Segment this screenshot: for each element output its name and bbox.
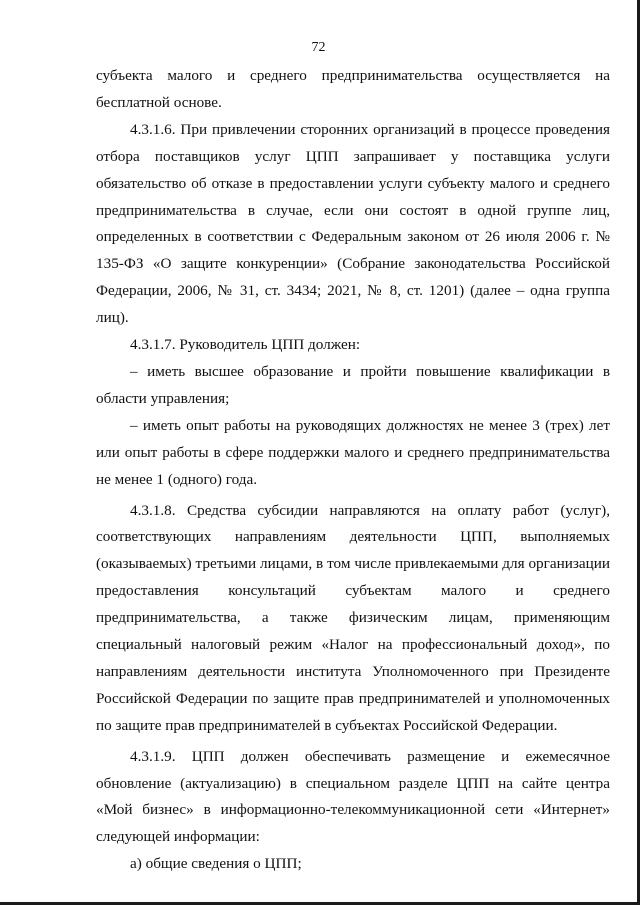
list-item-a: а) общие сведения о ЦПП; — [130, 855, 302, 873]
paragraph-4-3-1-9: 4.3.1.9. ЦПП должен обеспечивать размещение и ежемесячное обновление (актуализацию) в специальном разделе ЦПП на сайте центра «Мой бизнес» в информационно-телекоммуникационной сети «Интернет» следующей информации: — [96, 747, 610, 846]
paragraph-4-3-1-8: 4.3.1.8. Средства субсидии направляются на оплату работ (услуг), соответствующих направлениям деятельности ЦПП, выполняемых (оказываемых) третьими лицами, в том числе привлекаемыми для организации предоставления консультаций субъектам малого и среднего предпринимательства, а также физическим лицам, применяющим специальный налоговый режим «Налог на профессиональный доход», по направлениям деятельности института Уполномоченного при Президенте Российской Федерации по защите прав предпринимателей и уполномоченных по защите прав предпринимателей в субъектах Российской Федерации. — [96, 501, 610, 734]
page-number: 72 — [311, 40, 326, 55]
list-item-education: – иметь высшее образование и пройти повышение квалификации в области управления; — [96, 362, 610, 407]
document-body — [96, 63, 610, 878]
list-item-experience: – иметь опыт работы на руководящих должностях не менее 3 (трех) лет или опыт работы в сфере поддержки малого и среднего предпринимательства не менее 1 (одного) года. — [96, 416, 610, 488]
paragraph-4-3-1-6: 4.3.1.6. При привлечении сторонних организаций в процессе проведения отбора поставщиков услуг ЦПП запрашивает у поставщика услуги обязательство об отказе в предоставлении услуги субъекту малого и среднего предпринимательства в случае, если они состоят в одной группе лиц, определенных в соответствии с Федеральным законом от 26 июля 2006 г. № 135-ФЗ «О защите конкуренции» (Собрание законодательства Российской Федерации, 2006, № 31, ст. 3434; 2021, № 8, ст. 1201) (далее – одна группа лиц). — [96, 120, 610, 327]
paragraph-continuation: субъекта малого и среднего предпринимательства осуществляется на бесплатной основе. — [96, 67, 610, 111]
paragraph-4-3-1-7: 4.3.1.7. Руководитель ЦПП должен: — [130, 336, 361, 354]
